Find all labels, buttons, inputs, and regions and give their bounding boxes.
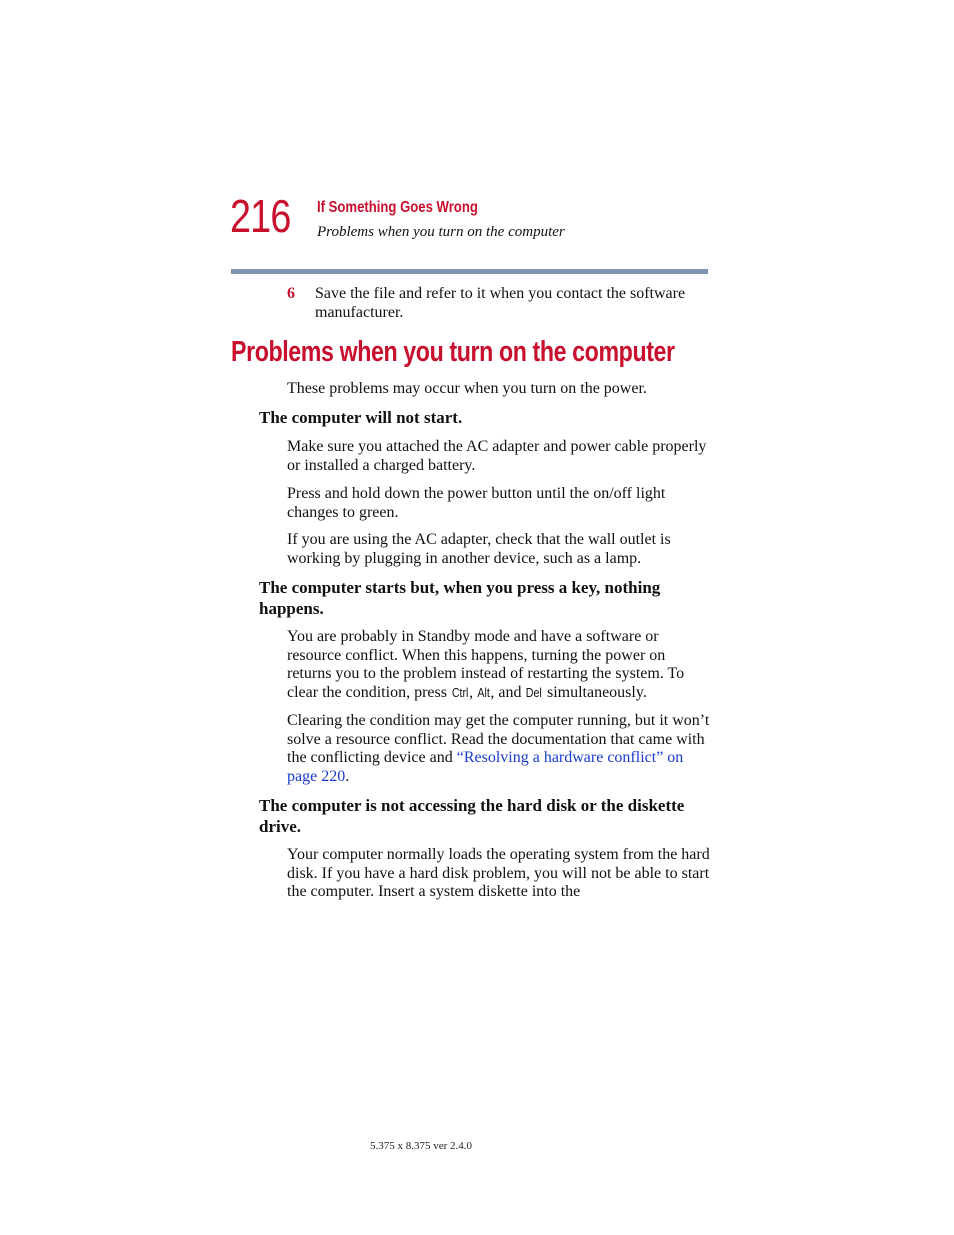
paragraph — [287, 628, 712, 703]
text: Clearing the condition may get the computer running, but it won’t solve a resource conflict. Read the documentation that came with the conflicting device and — [287, 712, 710, 767]
text: You are probably in Standby mode and have a software or resource conflict. When this happens, turning the power on returns you to the problem instead of restarting the system. To clear the condition, press — [287, 628, 685, 702]
del-key: Del — [526, 685, 543, 701]
step-number: 6 — [287, 285, 295, 302]
section-heading: Problems when you turn on the computer — [231, 336, 675, 368]
footer-version: 5.375 x 8.375 ver 2.4.0 — [370, 1140, 473, 1152]
paragraph: Your computer normally loads the operating system from the hard disk. If you have a hard disk problem, you will not be able to start the computer. Insert a system diskette into the — [287, 846, 710, 901]
paragraph: Press and hold down the power button until the on/off light changes to green. — [287, 485, 666, 521]
problem-heading: The computer starts but, when you press a key, nothing happens. — [259, 578, 661, 618]
header-rule — [231, 269, 708, 274]
text: , and — [490, 684, 526, 702]
paragraph: Make sure you attached the AC adapter and power cable properly or installed a charged battery. — [287, 438, 707, 474]
chapter-title: If Something Goes Wrong — [317, 199, 478, 216]
ctrl-key: Ctrl — [451, 685, 469, 701]
problem-heading: The computer is not accessing the hard disk or the diskette drive. — [259, 796, 685, 836]
alt-key: Alt — [477, 685, 490, 701]
text: . — [345, 768, 350, 786]
problem-heading: The computer will not start. — [259, 408, 463, 427]
cross-reference-link[interactable]: “Resolving a hardware conflict” on page 220 — [287, 749, 684, 786]
section-subtitle: Problems when you turn on the computer — [317, 224, 565, 240]
step-text: Save the file and refer to it when you contact the software manufacturer. — [315, 285, 686, 321]
page-number: 216 — [230, 190, 291, 242]
paragraph: If you are using the AC adapter, check that the wall outlet is working by plugging in another device, such as a lamp. — [287, 531, 671, 567]
text: , — [469, 684, 478, 702]
intro-paragraph: These problems may occur when you turn on the power. — [287, 380, 647, 397]
paragraph — [287, 712, 712, 787]
text: simultaneously. — [542, 684, 647, 702]
